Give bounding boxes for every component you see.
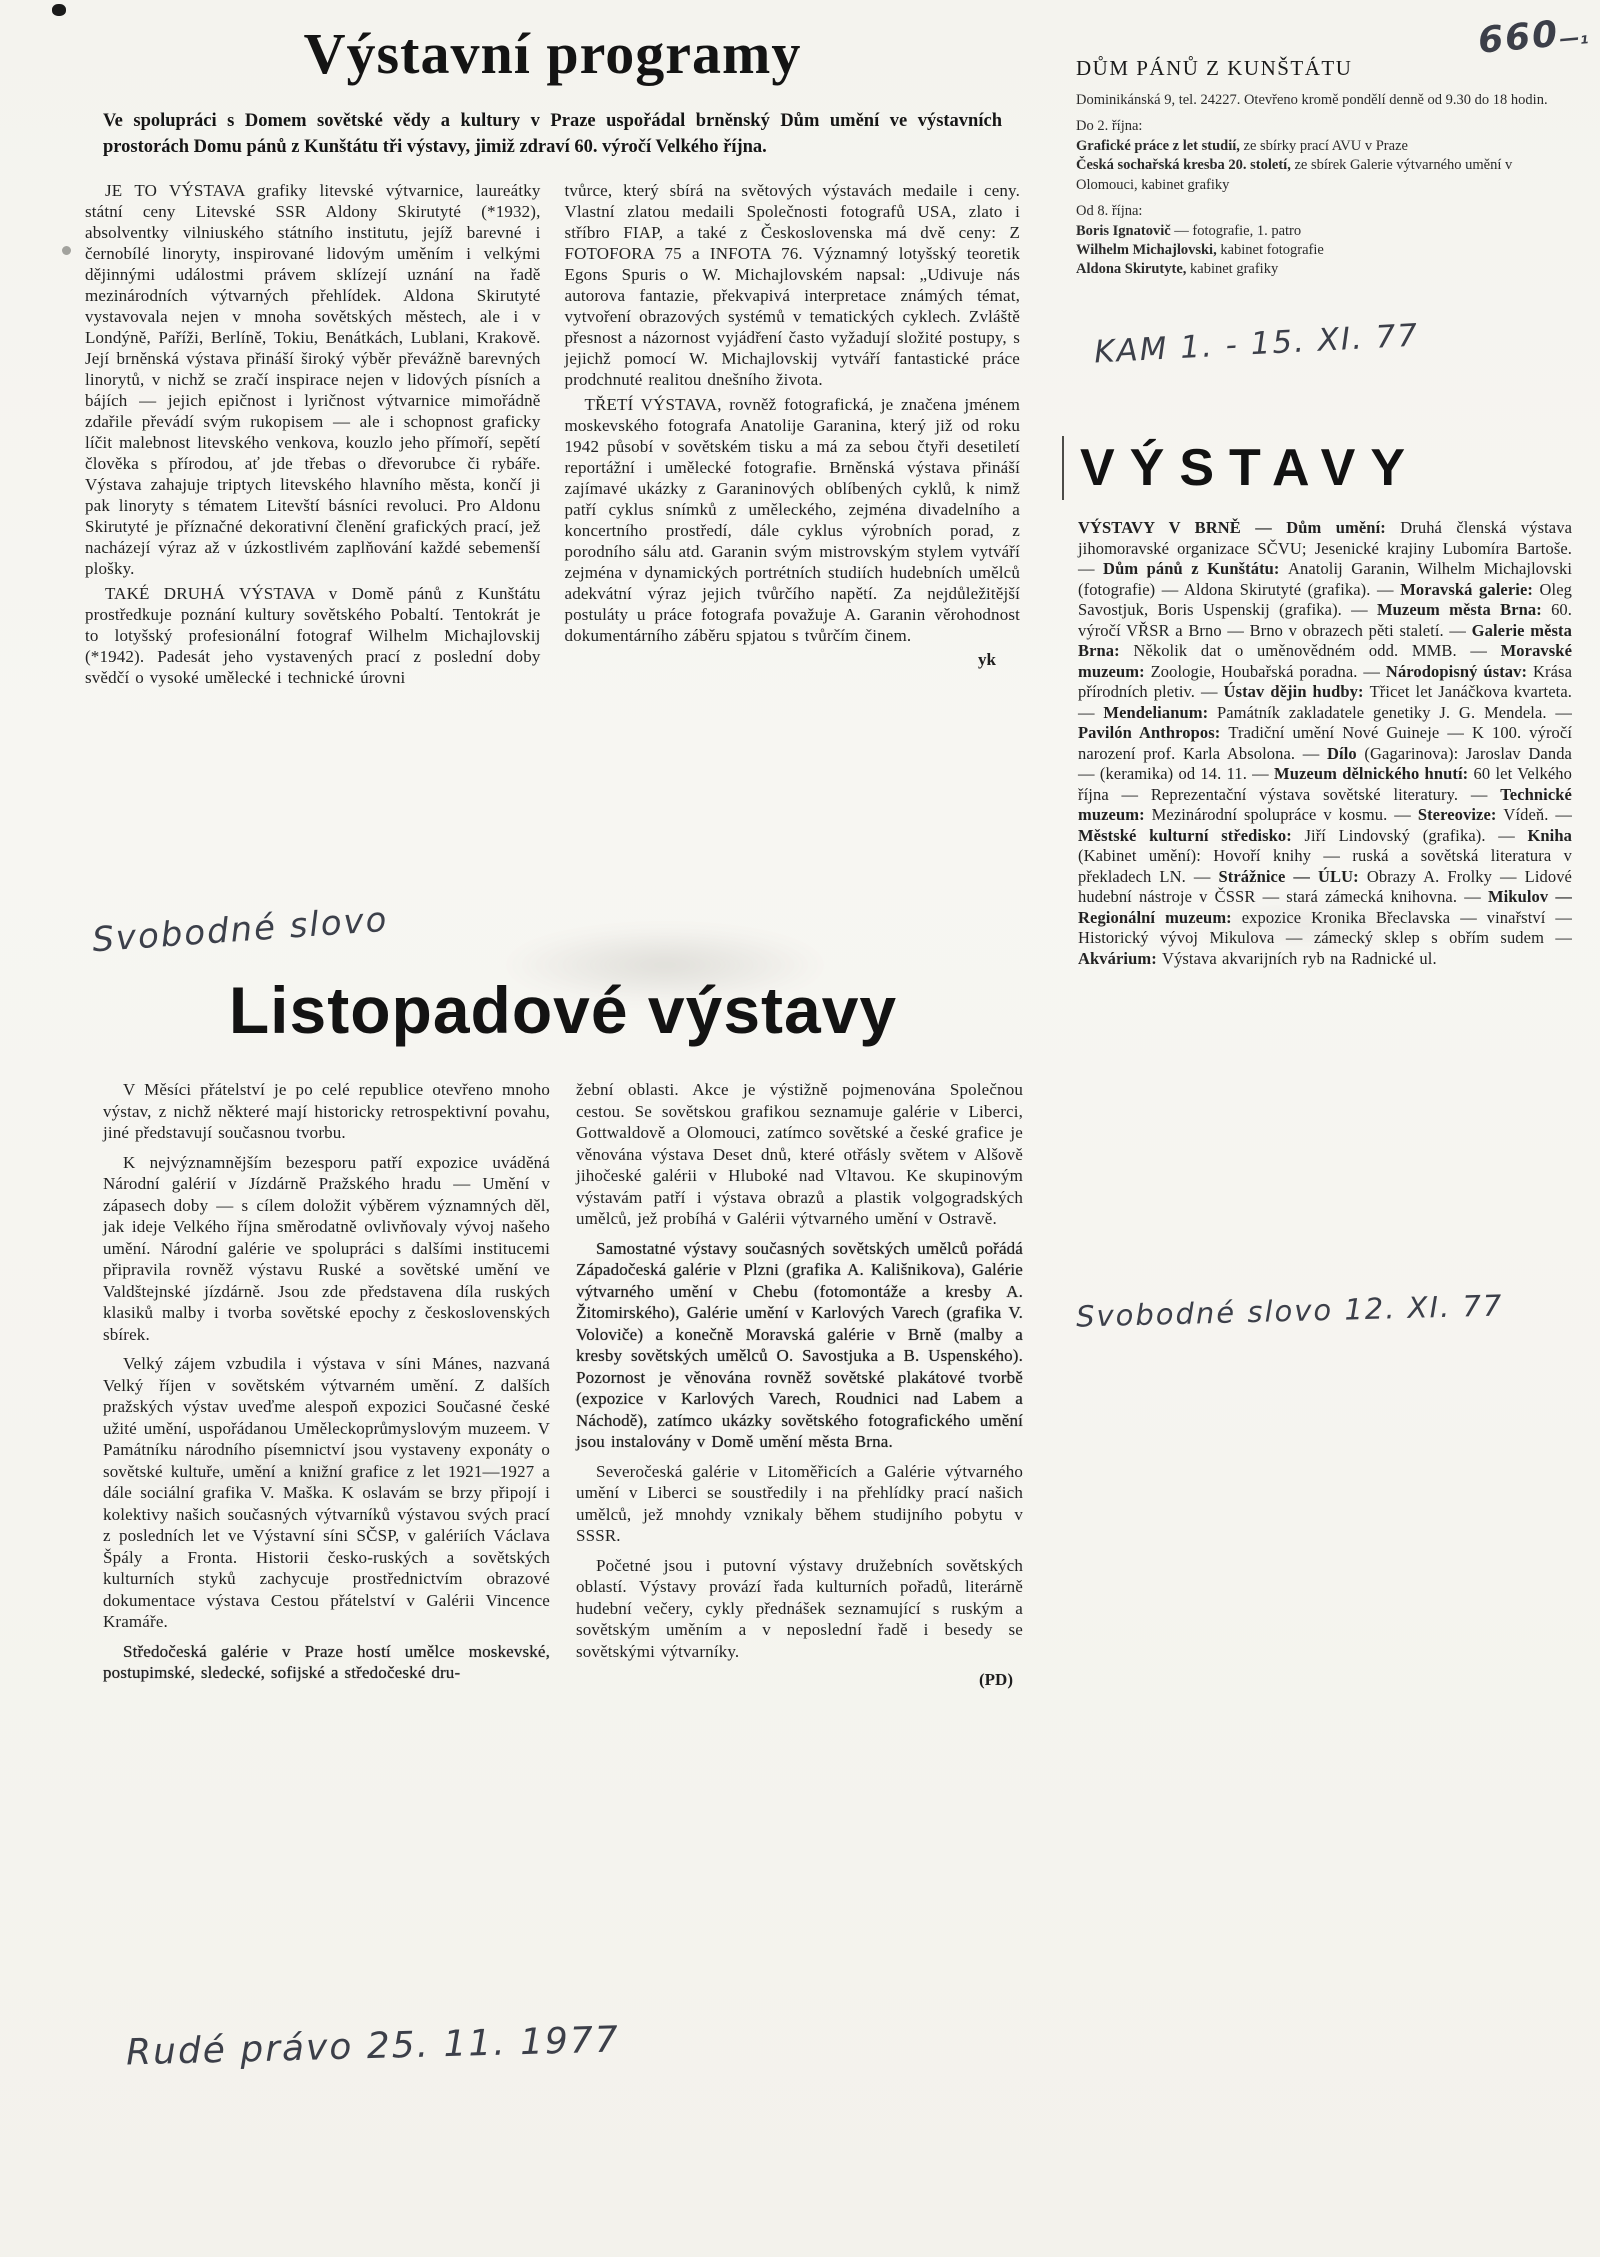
listing-line-bold: Grafické práce z let studií, [1076, 137, 1240, 154]
listing-line-text: — fotografie, 1. patro [1170, 222, 1302, 239]
article1-column-left [85, 180, 541, 692]
article1-column-right [565, 180, 1021, 692]
article2-paragraph: Středočeská galérie v Praze hostí umělce moskevské, postupimské, sledecké, sofijské a středočeské dru- [103, 1641, 550, 1683]
article1-byline: yk [978, 650, 996, 670]
article1-paragraph: TŘETÍ VÝSTAVA, rovněž fotografická, je značena jménem moskevského fotografa Anatolije Garanina, který již od roku 1942 působí v sovětském tisku a má za sebou čtyři desetiletí reportážní i umělecké fotografie. Brněnská výstava přináší zajímavé ukázky z Garaninových oblíbených cyklů, k nimž patří cyklus snímků z uměleckého, zejména divadelního a koncertního prostředí, dále cyklus výrobních porad, z porodního sálu atd. Garanin svým mistrovským stylem vytváří zejména v dynamických portrétních studiích hudebních umělců adekvátní výraz jejich tvůrčího napětí. Za nejdůležitější postuláty u práce fotografa považuje A. Garanin věrohodnost dokumentárního záběru spjatou s tvůrčím činem. [564, 395, 1020, 646]
listing-line [1076, 202, 1572, 221]
listing-line-bold: Aldona Skirutyte, [1076, 261, 1187, 278]
listing-line-text: Dominikánská 9, tel. 24227. Otevřeno kromě pondělí denně od 9.30 do 18 hodin. [1076, 92, 1548, 108]
article1-paragraph: tvůrce, který sbírá na světových výstavách medaile i ceny. Vlastní zlatou medaili Společnosti fotografů USA, zlato i stříbro FIAP, a také z Československa má dvě ceny: Z FOTOFORA 75 a INFOTA 76. Významný lotyšský teoretik Egons Spuris o W. Michajlovském napsal: „Udivuje nás autorova fantazie, překvapivá interpretace známých témat, vytvoření obrazových systémů v tematických cyklech. Zvláště přesnost a názornost vyjádření často vyžadují složité postupy, s jejichž pomocí W. Michajlovskij vytváří fantastické práce prodchnuté realitou dnešního života. [564, 181, 1020, 390]
listing-title: DŮM PÁNŮ Z KUNŠTÁTU [1076, 56, 1353, 80]
article2-column-left [103, 1079, 550, 1692]
article1-lead: Ve spolupráci s Domem sovětské vědy a kultury v Praze uspořádal brněnský Dům umění ve výstavních prostorách Domu pánů z Kunštátu tři výstavy, jimiž zdraví 60. výročí Velkého října. [103, 110, 1002, 158]
listing-line-bold: Boris Ignatovič [1076, 222, 1171, 239]
article2-paragraph: Severočeská galérie v Litoměřicích a Galérie výtvarného umění v Liberci se soustředily i na přehlídky prací našich umělců, jež mnohdy vznikaly během studijního pobytu v SSSR. [576, 1461, 1023, 1546]
handwritten-page-number: 660 —₁ [1476, 11, 1589, 61]
article2-columns [103, 1079, 1023, 1692]
scan-speck [62, 246, 71, 255]
handwritten-source-svobodne-slovo: Svobodné slovo [90, 899, 390, 961]
column-vystavy [1062, 436, 1574, 969]
article2-paragraph: V Měsíci přátelství je po celé republice otevřeno mnoho výstav, z nichž některé mají historicky retrospektivní povahu, jiné představují současnou tvorbu. [103, 1080, 550, 1143]
article1-columns [85, 180, 1020, 692]
handwritten-source-rude-pravo: Rudé právo 25. 11. 1977 [125, 2019, 621, 2074]
article2-byline: (PD) [979, 1670, 1013, 1690]
vystavy-body: VÝSTAVY V BRNĚ — Dům umění: Druhá členská výstava jihomoravské organizace SČVU; Jesenické krajiny Lubomíra Bartoše. — Dům pánů z Kunštátu: Anatolij Garanin, Wilhelm Michajlovski (fotografie) — Aldona Skirutyté (grafika). — Moravská galerie: Oleg Savostjuk, Boris Uspenskij (grafika). — Muzeum města Brna: 60. výročí VŘSR a Brno — Brno v obrazech pěti staletí. — Galerie města Brna: Několik dat o uměnovědném odd. MMB. — Moravské muzeum: Zoologie, Houbařská poradna. — Národopisný ústav: Krása přírodních pletiv. — Ústav dějin hudby: Třicet let Janáčkova kvarteta. — Mendelianum: Památník zakladatele genetiky J. G. Mendela. — Pavilón Anthropos: Tradiční umění Nové Guineje — K 100. výročí narození prof. Karla Absolona. — Dílo (Gagarinova): Jaroslav Danda — (keramika) od 14. 11. — Muzeum dělnického hnutí: 60 let Velkého října — Reprezentační výstava sovětské literatury. — Technické muzeum: Mezinárodní spolupráce v kosmu. — Stereovize: Vídeň. — Městské kulturní středisko: Jiří Lindovský (grafika). — Kniha (Kabinet umění): Hovoří knihy — ruská a sovětská literatura v překladech LN. — Strážnice — ÚLU: Obrazy A. Frolky — Lidové hudební nástroje v ČSSR — stará zámecká knihovna. — Mikulov — Regionální muzeum: expozice Kronika Břeclavska — vinařství — Historický vývoj Mikulova — zámecký sklep s obřím sudem — Akvárium: Výstava akvarijních ryb na Radnické ul. [1078, 518, 1573, 968]
handwritten-source-svobodne-slovo-date: Svobodné slovo 12. XI. 77 [1075, 1288, 1504, 1334]
article2-paragraph: Samostatné výstavy současných sovětských umělců pořádá Západočeská galérie v Plzni (grafika A. Kališnikova), Galérie výtvarného umění v Chebu (fotomontáže a kresby A. Žitomirského), Galérie umění v Karlových Varech (grafika V. Voloviče) a konečně Moravská galérie v Brně (malby a kresby sovětských umělců O. Savostjuka a B. Uspenského). Pozornost je věnována rovněž sovětské plakátové tvorbě (expozice v Karlových Varech, Roudnici nad Labem a Náchodě), zatímco ukázky sovětského fotografického umění jsou instalovány v Domě umění města Brna. [576, 1238, 1023, 1452]
article2-column-right [576, 1079, 1023, 1692]
vystavy-title: VÝSTAVY [1062, 436, 1574, 500]
article-listopadove-vystavy [103, 973, 1023, 1692]
listing-line [1076, 156, 1572, 195]
listing-line [1076, 260, 1572, 279]
listing-dum-panu-z-kunstatu [1076, 56, 1572, 280]
article1-paragraph: JE TO VÝSTAVA grafiky litevské výtvarnice, laureátky státní ceny Litevské SSR Aldony Skirutyté (*1932), absolventky vilniuského státního institutu, jejíž barevné i černobílé linoryty, inspirované lidovým uměním i velkými dějinnými událostmi právem sklízejí uznání na řadě mezinárodních výtvarných přehlídek. Aldona Skirutyté vystavovala nejen v mnoha sovětských městech, ale i v Londýně, Paříži, Berlíně, Tokiu, Benátkách, Lublani, Krakově. Její brněnská výstava přináší široký výběr převážně barevných linorytů, v nichž se zračí inspirace nejen v lidových písních a bájích — jejich epičnost i lyričnost výtvarnice mimořádně zdařile převádí svým rukopisem — ale i schopnost graficky líčit malebnost litevského venkova, kouzlo jeho přímoří, sepětí člověka s přírodou, ať jde třebas o dřevorubce či rybáře. Výstava zahajuje triptych litevského hlavního města, končí ji pak linoryty s tématem Litevští básníci revoluci. Pro Aldonu Skirutyté je příznačné dekorativní členění grafických prací, jež nacházejí výraz až v úzkostlivém zaplňování každé sebemenší plošky. [85, 181, 541, 579]
scan-artifact-dot [52, 4, 66, 16]
listing-line [1076, 222, 1572, 241]
listing-line-text: ze sbírek Galerie výtvarného umění v Olomouci, kabinet grafiky [1076, 157, 1513, 193]
listing-line-bold: Wilhelm Michajlovski, [1076, 241, 1217, 258]
article1-paragraph: TAKÉ DRUHÁ VÝSTAVA v Domě pánů z Kunštátu prostředkuje poznání kultury sovětského Pobaltí. Tentokrát je to lotyšský profesionální fotograf Wilhelm Michajlovskij (*1942). Padesát jeho vystavených prací z poslední doby svědčí o vysoké umělecké i technické úrovni [85, 584, 541, 688]
listing-line [1076, 137, 1572, 156]
listing-line-text: Do 2. října: [1076, 118, 1143, 135]
listing-line-bold: Česká sochařská kresba 20. století, [1076, 157, 1291, 174]
article2-paragraph: Početné jsou i putovní výstavy družebních sovětských oblastí. Výstavy provází řada kulturních pořadů, literárně hudební večery, cykly přednášek seznamující s ruským a sovětským uměním a v neposlední řadě i besedy se sovětskými výtvarníky. [576, 1555, 1023, 1661]
article2-paragraph: Velký zájem vzbudila i výstava v síni Mánes, nazvaná Velký říjen v sovětském výtvarném umění. Z dalších pražských výstav uveďme alespoň expozici Současné české užité umění, uspořádanou Uměleckoprůmyslovým muzeem. V Památníku národního písemnictví jsou vystaveny exponáty o sovětské kultuře, umění a knižní grafice z let 1921—1927 a dále sociální grafika V. Maška. K oslavám se brzy připojí i kolektivy našich současných výtvarníků výstavou svých prací z posledních let ve Výstavní síni SČSP, v galériích Václava Špály a Fronta. Historii česko-ruských a sovětských kulturních styků zachycuje prostřednictvím obrazové dokumentace výstava Cestou přátelství v Galérii Vincence Kramáře. [103, 1354, 550, 1632]
listing-line-text: Od 8. října: [1076, 203, 1143, 220]
listing-line [1076, 241, 1572, 260]
listing-line-text: ze sbírky prací AVU v Praze [1239, 137, 1408, 154]
listing-line-text: kabinet grafiky [1186, 261, 1279, 278]
article2-paragraph: žební oblasti. Akce je výstižně pojmenována Společnou cestou. Se sovětskou grafikou seznamuje galérie v Liberci, Gottwaldově a Olomouci, zatímco sovětské a české grafice je věnována výstava Deset dnů, které otřásly světem v Alšově jihočeské galérii v Hluboké nad Vltavou. Ke skupinovým výstavám patří i výstava obrazů a plastik volgogradských umělců, jež probíhá v Galérii výtvarného umění v Ostravě. [576, 1080, 1023, 1229]
handwritten-kam-date: KAM 1. - 15. XI. 77 [1093, 317, 1421, 371]
article2-title: Listopadové výstavy [228, 973, 898, 1047]
article-vystavni-programy [85, 22, 1020, 692]
article2-paragraph: K nejvýznamnějším bezesporu patří expozice uváděná Národní galérií v Jízdárně Pražského hradu — Umění v zápasech doby — s cílem doložit výběrem významných děl, jak ideje Velkého října směrodatně ovlivňovaly vývoj našeho umění. Národní galérie ve spolupráci s dalšími institucemi připravila rovněž výstavu Ruské a sovětské umění ve Valdštejnské jízdárně. Jsou zde představena díla ruských klasiků malby i tvorba sovětské epochy z československých sbírek. [103, 1152, 550, 1344]
listing-line [1076, 117, 1572, 136]
listing-line [1076, 91, 1572, 110]
listing-line-text: kabinet fotografie [1216, 241, 1324, 258]
article1-title: Výstavní programy [303, 21, 802, 86]
